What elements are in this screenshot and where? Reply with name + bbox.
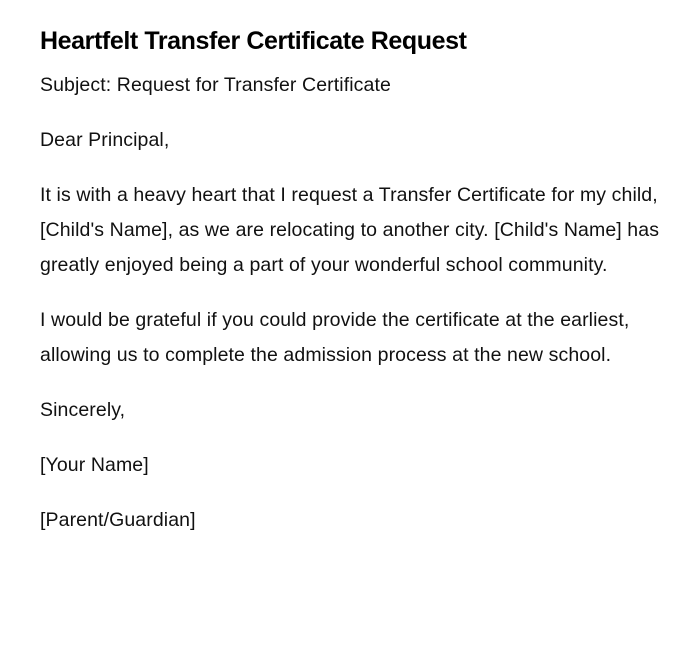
signature-role: [Parent/Guardian] — [40, 509, 196, 531]
document-title: Heartfelt Transfer Certificate Request — [40, 27, 467, 55]
body-paragraph-2: I would be grateful if you could provide the certificate at the earliest, allowing us to complete the admission process at the new school. — [40, 309, 630, 366]
signature-name: [Your Name] — [40, 454, 149, 476]
greeting: Dear Principal, — [40, 129, 170, 151]
closing: Sincerely, — [40, 399, 126, 421]
body-paragraph-1: It is with a heavy heart that I request a Transfer Certificate for my child, [Child's Name], as we are relocating to another city. [Child's Name] has greatly enjoyed being a part of your wonderful school community. — [40, 184, 660, 276]
subject-line: Subject: Request for Transfer Certificate — [40, 74, 391, 96]
